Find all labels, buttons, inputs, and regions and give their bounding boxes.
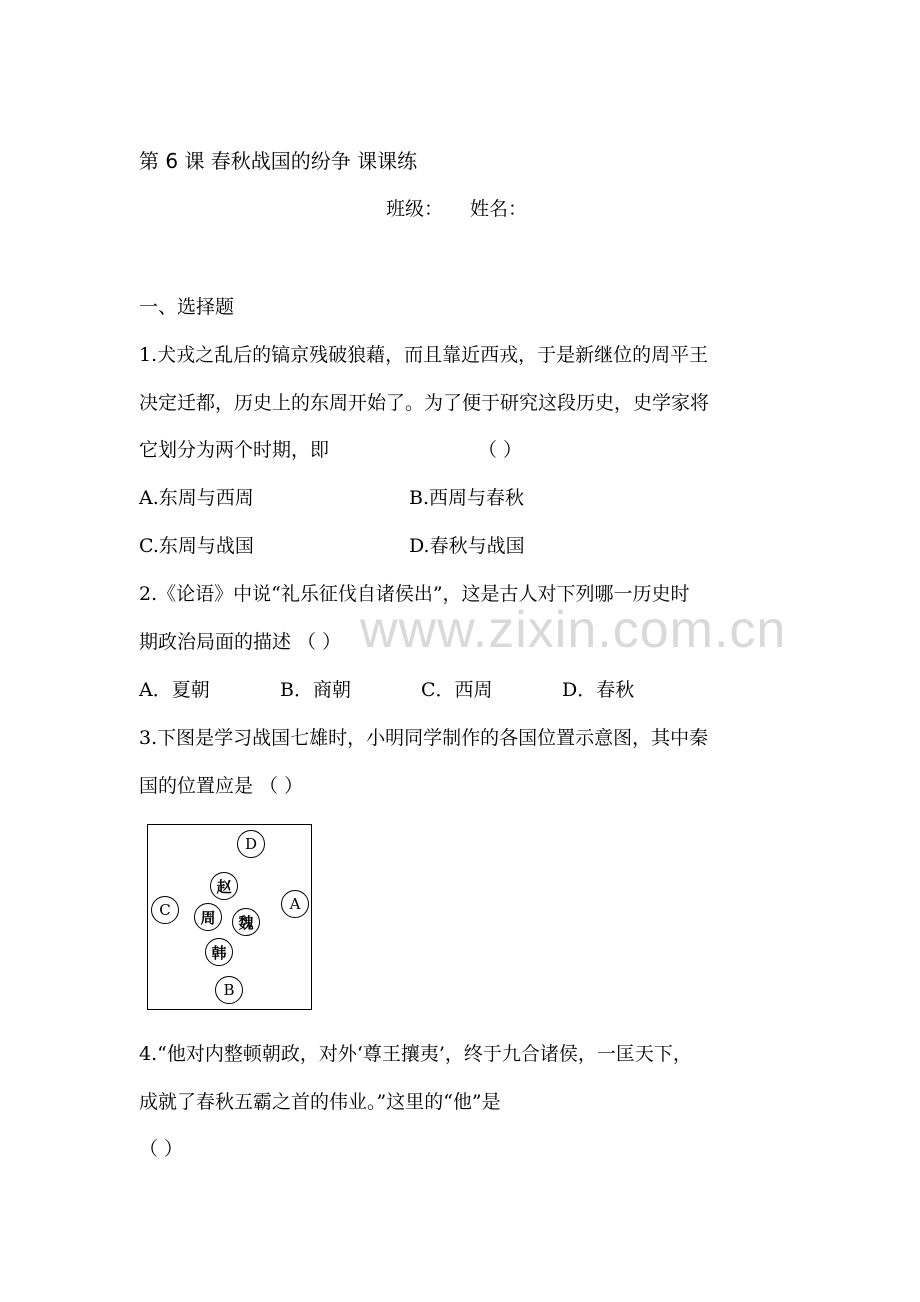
q3-line2: 国的位置应是 （ ）: [139, 775, 304, 797]
q2-line2: 期政治局面的描述 （ ）: [139, 631, 342, 653]
q1-option-c: C.东周与战国: [139, 535, 254, 557]
page-title: 第 6 课 春秋战国的纷争 课课练: [139, 149, 418, 173]
q3-line1: 3.下图是学习战国七雄时，小明同学制作的各国位置示意图，其中秦: [139, 727, 709, 749]
q1-option-b: B.西周与春秋: [409, 487, 525, 509]
q1-line3: 它划分为两个时期，即: [139, 439, 330, 461]
class-label: 班级：: [386, 198, 444, 220]
q4-line2: 成就了春秋五霸之首的伟业。”这里的“他”是: [139, 1091, 501, 1113]
q1-option-d: D.春秋与战国: [409, 535, 525, 557]
q1-line2: 决定迁都，历史上的东周开始了。为了便于研究这段历史，史学家将: [139, 392, 710, 414]
q1-line1: 1.犬戎之乱后的镐京残破狼藉，而且靠近西戎，于是新继位的周平王: [139, 344, 709, 366]
q2-option-d: D．春秋: [562, 679, 635, 701]
map-circle-d: D: [237, 830, 265, 858]
map-circle-zhao: 赵: [210, 872, 238, 900]
q2-option-c: C．西周: [421, 679, 493, 701]
map-circle-b: B: [215, 976, 243, 1004]
section-heading: 一、选择题: [139, 296, 235, 318]
name-label: 姓名：: [470, 198, 528, 220]
q1-answer-paren: （ ）: [478, 439, 523, 461]
watermark: www.zixin.com.cn: [360, 601, 787, 659]
q4-answer-paren: （ ）: [139, 1138, 184, 1160]
map-circle-a: A: [281, 890, 309, 918]
q2-option-b: B．商朝: [280, 679, 351, 701]
q2-option-a: A．夏朝: [139, 679, 210, 701]
q2-line1: 2.《论语》中说“礼乐征伐自诸侯出”，这是古人对下列哪一历史时: [139, 583, 690, 605]
map-circle-c: C: [151, 896, 179, 924]
q1-option-a: A.东周与西周: [139, 487, 254, 509]
map-circle-han: 韩: [205, 938, 233, 966]
map-circle-zhou: 周: [194, 903, 222, 931]
states-position-map: [147, 824, 312, 1010]
q4-line1: 4.“他对内整顿朝政，对外‘尊王攘夷’，终于九合诸侯，一匡天下，: [139, 1043, 692, 1065]
map-circle-wei: 魏: [232, 908, 260, 936]
